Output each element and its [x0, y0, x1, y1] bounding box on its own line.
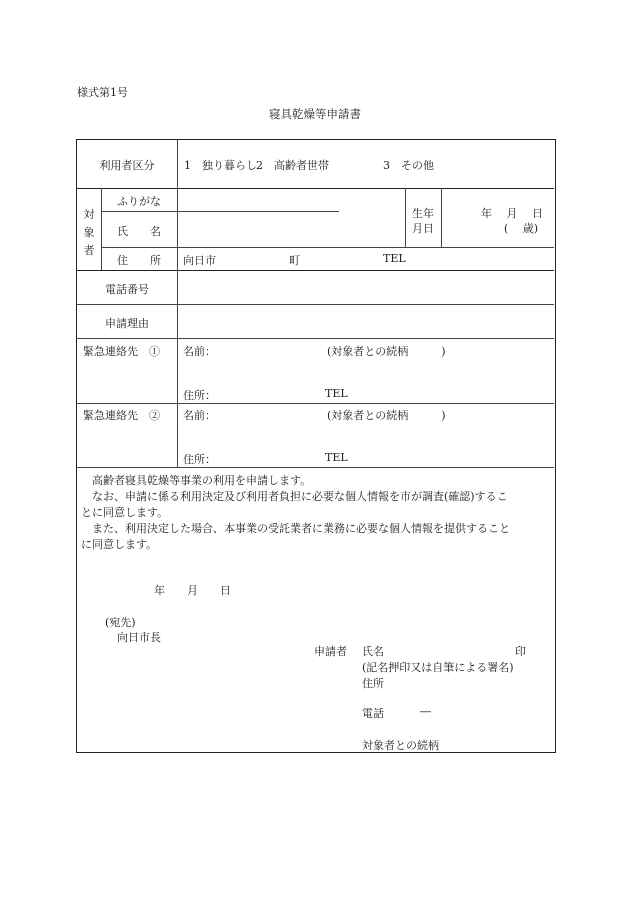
birth-date-field[interactable]: 年 月 日	[481, 207, 543, 220]
addressee-line-1: (宛先)	[105, 616, 136, 629]
furigana-field[interactable]	[183, 192, 403, 210]
address-label: 住 所	[117, 254, 161, 267]
user-category-label: 利用者区分	[99, 159, 155, 172]
phone-field[interactable]	[183, 276, 548, 300]
emergency-contact-2-address-label: 住所：	[183, 453, 216, 466]
birth-label-line1: 生年	[412, 207, 434, 220]
applicant-relation-label: 対象者との続柄	[362, 739, 439, 752]
applicant-label: 申請者	[314, 645, 347, 658]
applicant-address-label: 住所	[362, 677, 384, 690]
emergency-contact-1-relation: (対象者との続柄 )	[327, 345, 446, 358]
seal-mark: 印	[515, 645, 526, 658]
statement-line-4: また、利用決定した場合、本事業の受託業者に業務に必要な個人情報を提供すること	[81, 522, 510, 535]
reason-label: 申請理由	[105, 317, 149, 330]
user-category-option-2[interactable]: 2 高齢者世帯	[256, 159, 329, 172]
applicant-phone-dash: ―	[420, 705, 431, 718]
application-date[interactable]: 年 月 日	[154, 584, 231, 597]
subject-label-char-3: 者	[83, 244, 95, 257]
emergency-contact-2-name-label: 名前：	[183, 409, 216, 422]
addressee-line-2: 向日市長	[117, 631, 161, 644]
subject-label-char-2: 象	[83, 226, 95, 239]
statement-line-1: 高齢者寝具乾燥等事業の利用を申請します。	[81, 474, 312, 487]
address-city: 向日市	[183, 254, 216, 267]
statement-line-5: に同意します。	[81, 538, 158, 551]
user-category-option-1[interactable]: 1 独り暮らし	[184, 159, 257, 172]
emergency-contact-2-relation: (対象者との続柄 )	[327, 409, 446, 422]
emergency-contact-1-address-label: 住所：	[183, 389, 216, 402]
applicant-phone-label: 電話	[362, 707, 384, 720]
emergency-contact-1-label: 緊急連絡先 ①	[83, 345, 160, 358]
age-field[interactable]: ( 歳)	[504, 222, 539, 235]
document-title: 寝具乾燥等申請書	[269, 107, 361, 121]
application-form	[76, 139, 556, 753]
address-town: 町	[289, 254, 300, 267]
form-number: 様式第1号	[77, 86, 128, 99]
emergency-contact-2-label: 緊急連絡先 ②	[83, 409, 160, 422]
reason-field[interactable]	[183, 310, 548, 334]
emergency-contact-1-tel-label: TEL	[325, 387, 348, 400]
statement-line-3: とに同意します。	[81, 506, 169, 519]
applicant-name-label: 氏名	[362, 645, 384, 658]
emergency-contact-1-name-label: 名前：	[183, 345, 216, 358]
address-tel-label: TEL	[383, 252, 406, 265]
seal-note: (記名押印又は自筆による署名)	[362, 661, 514, 674]
furigana-label: ふりがな	[117, 195, 161, 208]
birth-label-line2: 月日	[412, 222, 434, 235]
name-field[interactable]	[183, 214, 403, 244]
phone-label: 電話番号	[105, 283, 149, 296]
subject-label-char-1: 対	[83, 208, 95, 221]
name-label: 氏 名	[117, 225, 161, 238]
user-category-option-3[interactable]: 3 その他	[383, 159, 434, 172]
statement-line-2: なお、申請に係る利用決定及び利用者負担に必要な個人情報を市が調査(確認)するこ	[81, 490, 508, 503]
emergency-contact-2-tel-label: TEL	[325, 451, 348, 464]
